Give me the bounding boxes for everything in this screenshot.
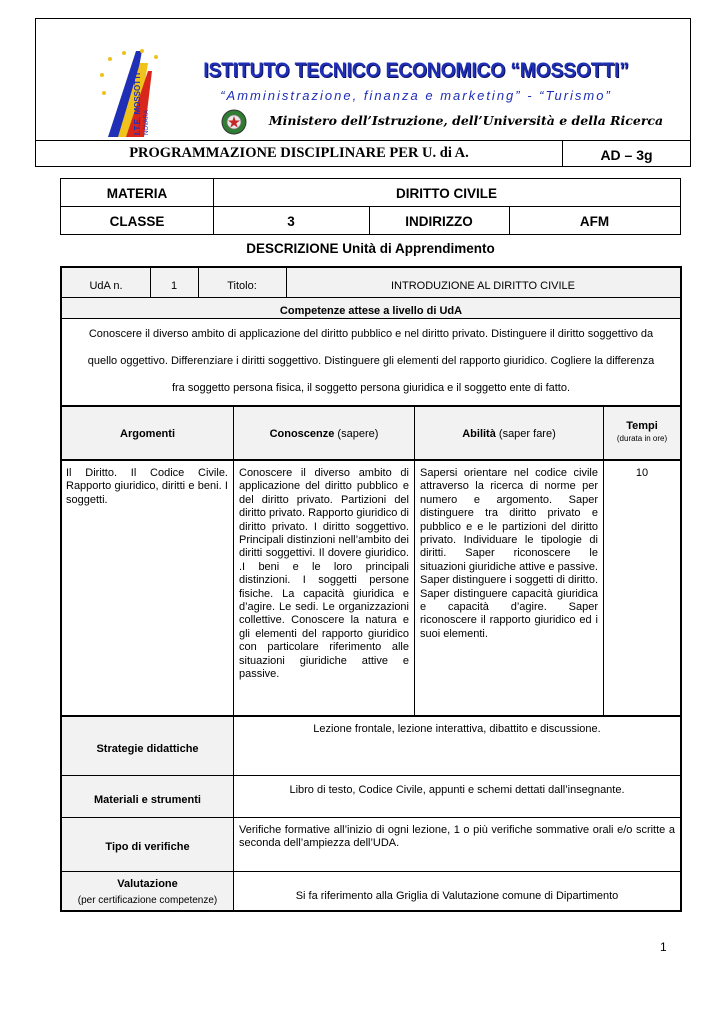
svg-text:NOVARA: NOVARA	[144, 110, 150, 135]
valutazione-sub: (per certificazione competenze)	[77, 895, 218, 906]
col-tempi	[604, 407, 680, 459]
document-header	[35, 18, 691, 167]
valutazione-label: Valutazione	[117, 878, 178, 890]
col-tempi-sub: (durata in ore)	[616, 434, 668, 443]
materiali-value: Libro di testo, Codice Civile, appunti e schemi dettati dall’insegnante.	[289, 784, 625, 796]
titolo-value: INTRODUZIONE AL DIRITTO CIVILE	[286, 268, 680, 297]
competenze-text	[62, 319, 680, 405]
col-abilita-rest: (saper fare)	[495, 428, 556, 440]
header-title-row	[36, 141, 690, 166]
competenze-header: Competenze attese a livello di UdA	[62, 298, 680, 318]
uda-number: 1	[150, 268, 198, 297]
verifiche-label: Tipo di verifiche	[62, 818, 233, 871]
materia-label: MATERIA	[106, 186, 168, 201]
valutazione-value: Si fa riferimento alla Griglia di Valutazione comune di Dipartimento	[295, 890, 619, 902]
header-banner	[36, 19, 690, 141]
valutazione-label-cell	[62, 872, 233, 910]
page-number: 1	[660, 940, 667, 954]
indirizzo-value: AFM	[579, 214, 610, 229]
abilita-text: Sapersi orientare nel codice civile attraverso la ricerca di norme per numero e argomento. Saper distinguere tra diritto privato e pubblico e e le partizioni del diritto privato. Individuare le tipologie di diritti. Saper riconoscere le situazioni giuridiche attive e passive. Saper distinguere i soggetti di diritto. Saper distinguere capacità giuridica e capacità d’agire. Saper riconoscere il rapporto giuridico ed i suoi elementi.	[420, 467, 598, 640]
school-name: ISTITUTO TECNICO ECONOMICO “MOSSOTTI”	[203, 59, 629, 82]
programmazione-title: PROGRAMMAZIONE DISCIPLINARE PER U. di A.	[36, 141, 563, 166]
competenze-line: fra soggetto persona fisica, il soggetto persona giuridica e il soggetto ente di fatto.	[171, 382, 571, 394]
strategie-value: Lezione frontale, lezione interattiva, dibattito e discussione.	[313, 723, 601, 735]
indirizzo-label: INDIRIZZO	[405, 214, 473, 229]
titolo-label: Titolo:	[198, 268, 286, 297]
materiali-label: Materiali e strumenti	[62, 776, 233, 817]
competenze-line: Conoscere il diverso ambito di applicazione del diritto pubblico e nel diritto privato. Distinguere il diritto soggettivo da	[88, 328, 654, 340]
materia-table	[60, 178, 681, 235]
argomenti-text: Il Diritto. Il Codice Civile. Rapporto giuridico, diritti e beni. I soggetti.	[66, 467, 228, 506]
classe-row	[61, 207, 680, 235]
conoscenze-text: Conoscere il diverso ambito di applicazione del diritto pubblico e del diritto privato. Partizioni del diritto privato. Rapporto giuridico di diritto privato. I diritto soggettivo. Principali distinzioni nell’ambito dei diritti soggettivi. Il dovere giuridico. .I beni e le loro principali distinzioni. I soggetti persone fisiche. La capacità giuridica e d’agire. Le sedi. Le organizzazioni collettive. Conoscere la natura e gli elementi del rapporto giuridico con particolare riferimento alle situazioni giuridiche attive e passive.	[239, 467, 409, 681]
col-conoscenze-rest: (sapere)	[334, 428, 379, 440]
svg-text:I.T.E. MOSSOTTI: I.T.E. MOSSOTTI	[133, 72, 142, 135]
col-conoscenze-bold: Conoscenze	[269, 428, 335, 440]
materia-value: DIRITTO CIVILE	[395, 186, 497, 201]
document-code: AD – 3g	[600, 147, 653, 163]
competenze-line: quello oggettivo. Differenziare i diritti soggettivo. Distinguere gli elementi del rapporto giuridico. Cogliere la differenza	[87, 355, 655, 367]
col-abilita	[415, 407, 603, 459]
uda-table	[60, 266, 682, 912]
school-subtitle: “Amministrazione, finanza e marketing” - “Turismo”	[220, 88, 612, 103]
col-tempi-label: Tempi	[626, 420, 658, 432]
col-conoscenze	[234, 407, 414, 459]
verifiche-value: Verifiche formative all’inizio di ogni lezione, 1 o più verifiche sommative orali e/o scritte a seconda dell’ampiezza dell’UDA.	[239, 824, 675, 850]
classe-value: 3	[287, 214, 295, 229]
description-title: DESCRIZIONE Unità di Apprendimento	[246, 241, 495, 256]
materia-row	[61, 179, 680, 207]
col-argomenti: Argomenti	[62, 407, 233, 459]
uda-label: UdA n.	[62, 268, 150, 297]
strategie-label: Strategie didattiche	[62, 717, 233, 775]
col-abilita-bold: Abilità	[462, 428, 496, 440]
tempi-value: 10	[635, 467, 649, 479]
ministry-line: Ministero dell’Istruzione, dell’Università e della Ricerca	[268, 113, 664, 128]
classe-label: CLASSE	[109, 214, 165, 229]
republic-emblem-icon	[220, 108, 248, 136]
